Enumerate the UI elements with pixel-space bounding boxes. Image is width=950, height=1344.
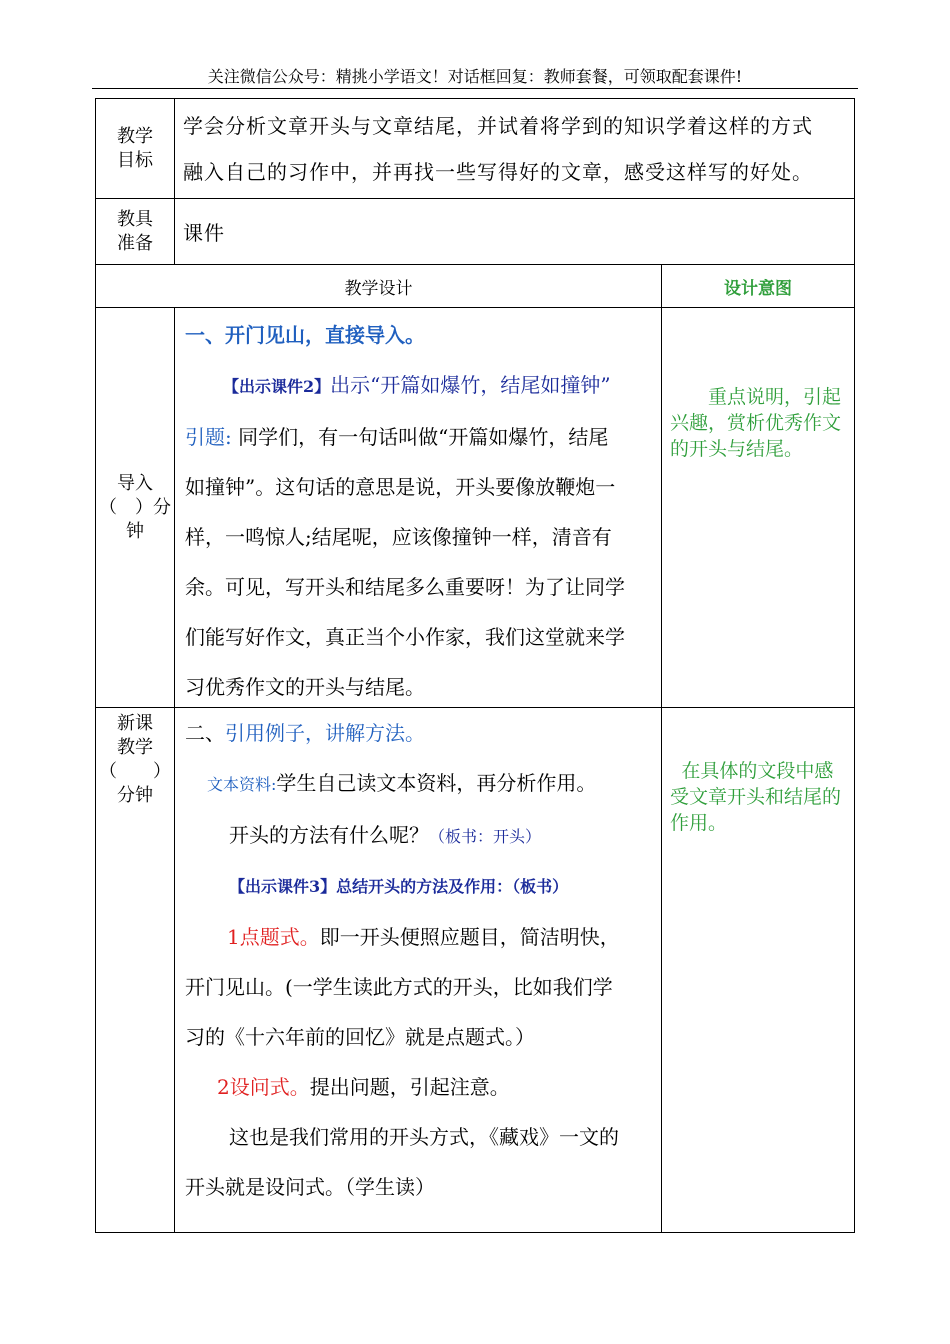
intro-lead: 引题: 同学们，有一句话叫做“开篇如爆竹，结尾 — [185, 425, 609, 449]
intro-label: 导入 （ ）分 钟 — [96, 308, 175, 707]
newlesson-heading: 二、引用例子，讲解方法。 — [185, 721, 425, 745]
newlesson-body: 二、引用例子，讲解方法。 文本资料:学生自己读文本资料，再分析作用。 开头的方法有什么呢？（板书：开头） 【出示课件3】总结开头的方法及作用：（板书） 1点题式。即一开头便照应题目，简洁明快， 开门见山。(一学生读此方式的开头，比如我们学 习的《十六年前的回忆》就是点题式。） 2设问式。提出问题，引起注意。 这也是我们常用的开头方式，《藏戏》一文的 开头就是设问式。（学生读） — [175, 708, 662, 1232]
intent-title: 设计意图 — [724, 278, 792, 299]
material-line: 文本资料:学生自己读文本资料，再分析作用。 — [207, 771, 597, 795]
show-courseware-2: 【出示课件2】出示“开篇如爆竹，结尾如撞钟” — [223, 373, 611, 397]
intro-heading: 一、开门见山，直接导入。 — [185, 323, 425, 347]
goal-label: 教学 目标 — [96, 99, 175, 198]
intro-body: 一、开门见山，直接导入。 【出示课件2】出示“开篇如爆竹，结尾如撞钟” 引题: 同学们，有一句话叫做“开篇如爆竹，结尾 如撞钟”。这句话的意思是说，开头要像放鞭炮一 样，一鸣惊人;结尾呢，应该像撞钟一样，清音有 余。可见，写开头和结尾多么重要呀！为了让同学 们能写好作文，真正当个小作家，我们这堂就来学 习优秀作文的开头与结尾。 — [175, 308, 662, 707]
method-2: 2设问式。提出问题，引起注意。 — [217, 1075, 510, 1099]
page-header: 关注微信公众号：精挑小学语文！对话框回复：教师套餐，可领取配套课件! — [207, 67, 743, 86]
tools-content: 课件 — [183, 221, 225, 245]
newlesson-intent: 在具体的文段中感受文章开头和结尾的作用。 — [670, 760, 842, 834]
lesson-plan-table — [95, 98, 855, 1233]
summary-line: 【出示课件3】总结开头的方法及作用：（板书） — [229, 877, 569, 896]
tools-row — [96, 199, 854, 265]
design-header-row — [96, 265, 854, 308]
tools-label: 教具 准备 — [96, 199, 175, 264]
newlesson-label: 新课 教学 （ ） 分钟 — [96, 708, 175, 1232]
goal-row — [96, 99, 854, 199]
method-1: 1点题式。即一开头便照应题目，简洁明快， — [227, 925, 620, 949]
intro-intent: 重点说明，引起兴趣，赏析优秀作文的开头与结尾。 — [670, 386, 842, 460]
question-line: 开头的方法有什么呢？（板书：开头） — [229, 823, 542, 847]
header-rule — [92, 88, 858, 89]
newlesson-row — [96, 708, 854, 1232]
intro-row — [96, 308, 854, 708]
goal-content: 学会分析文章开头与文章结尾，并试着将学到的知识学着这样的方式 融入自己的习作中，并再找一些写得好的文章，感受这样写的好处。 — [183, 114, 813, 184]
design-title: 教学设计 — [96, 265, 662, 307]
